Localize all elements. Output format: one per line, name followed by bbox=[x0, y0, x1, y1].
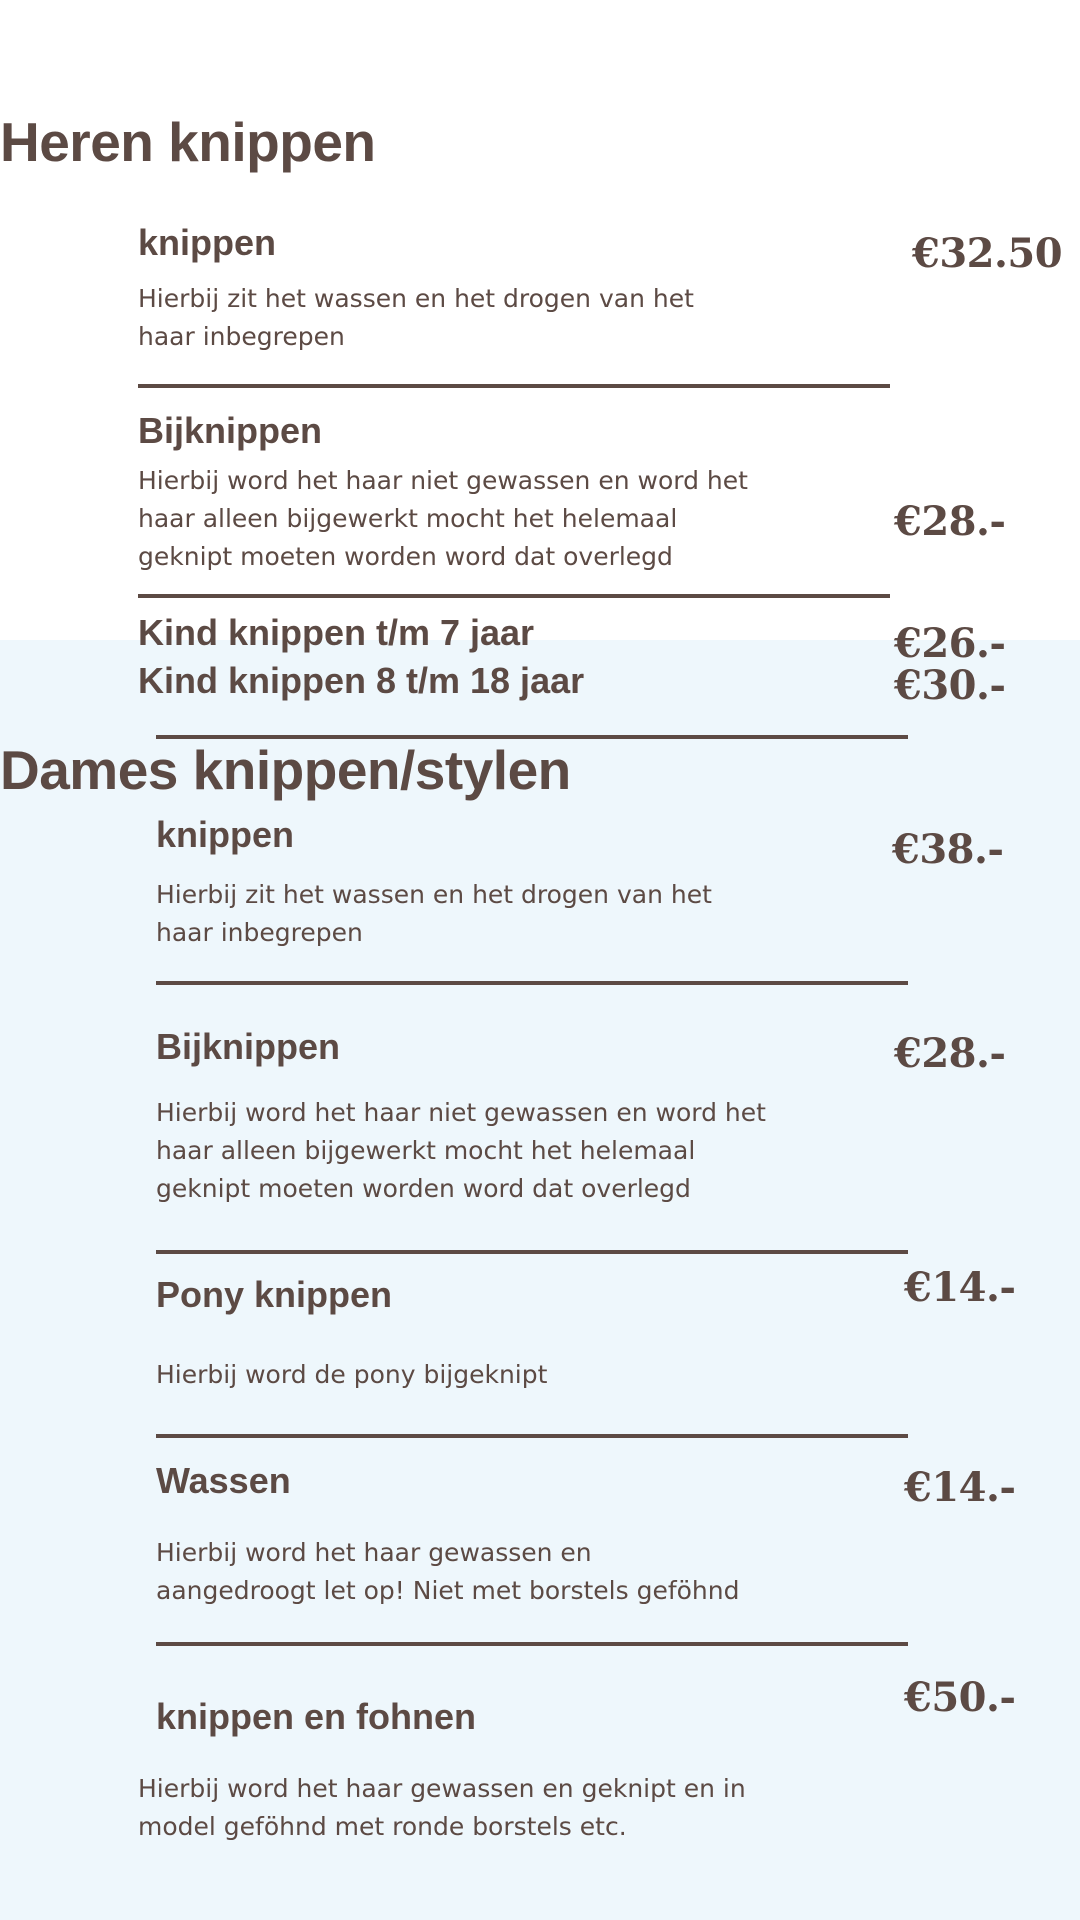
item-title-pony-knippen: Pony knippen bbox=[156, 1274, 393, 1315]
price-dames-bijknippen: €28.- bbox=[894, 1030, 1006, 1077]
item-desc-dames-knippen: Hierbij zit het wassen en het drogen van het haar inbegrepen bbox=[156, 880, 712, 947]
item-title-kind-8-t-m-18: Kind knippen 8 t/m 18 jaar bbox=[138, 660, 585, 701]
item-desc-wassen: Hierbij word het haar gewassen en aangedroogt let op! Niet met borstels geföhnd bbox=[156, 1538, 740, 1605]
divider bbox=[156, 1642, 908, 1646]
item-title-wassen: Wassen bbox=[156, 1460, 291, 1501]
price-knippen-en-fohnen: €50.- bbox=[904, 1674, 1016, 1721]
divider bbox=[156, 981, 908, 985]
price-heren-knippen: €32.50 bbox=[912, 230, 1063, 277]
item-desc-heren-knippen: Hierbij zit het wassen en het drogen van het haar inbegrepen bbox=[138, 284, 694, 351]
divider bbox=[138, 594, 890, 598]
item-desc-heren-bijknippen: Hierbij word het haar niet gewassen en word het haar alleen bijgewerkt mocht het helemaal geknipt moeten worden word dat overlegd bbox=[138, 466, 748, 571]
price-kind-t-m-7: €26.- bbox=[894, 620, 1006, 667]
item-title-dames-bijknippen: Bijknippen bbox=[156, 1026, 341, 1067]
item-desc-knippen-en-fohnen: Hierbij word het haar gewassen en geknipt en in model geföhnd met ronde borstels etc. bbox=[138, 1774, 746, 1841]
item-title-knippen-en-fohnen: knippen en fohnen bbox=[156, 1696, 476, 1737]
item-title-kind-t-m-7: Kind knippen t/m 7 jaar bbox=[138, 612, 535, 653]
price-wassen: €14.- bbox=[904, 1464, 1016, 1511]
price-kind-8-t-m-18: €30.- bbox=[894, 662, 1006, 709]
item-desc-pony-knippen: Hierbij word de pony bijgeknipt bbox=[156, 1360, 548, 1389]
price-heren-bijknippen: €28.- bbox=[894, 498, 1006, 545]
divider bbox=[138, 384, 890, 388]
item-title-heren-knippen: knippen bbox=[138, 222, 277, 263]
price-dames-knippen: €38.- bbox=[892, 826, 1004, 873]
item-desc-dames-bijknippen: Hierbij word het haar niet gewassen en word het haar alleen bijgewerkt mocht het helemaal geknipt moeten worden word dat overlegd bbox=[156, 1098, 766, 1203]
section-title-heren: Heren knippen bbox=[0, 111, 376, 173]
section-title-dames: Dames knippen/stylen bbox=[0, 739, 571, 801]
item-title-heren-bijknippen: Bijknippen bbox=[138, 410, 323, 451]
price-pony-knippen: €14.- bbox=[904, 1264, 1016, 1311]
item-title-dames-knippen: knippen bbox=[156, 814, 295, 855]
divider bbox=[156, 1434, 908, 1438]
divider bbox=[156, 1250, 908, 1254]
